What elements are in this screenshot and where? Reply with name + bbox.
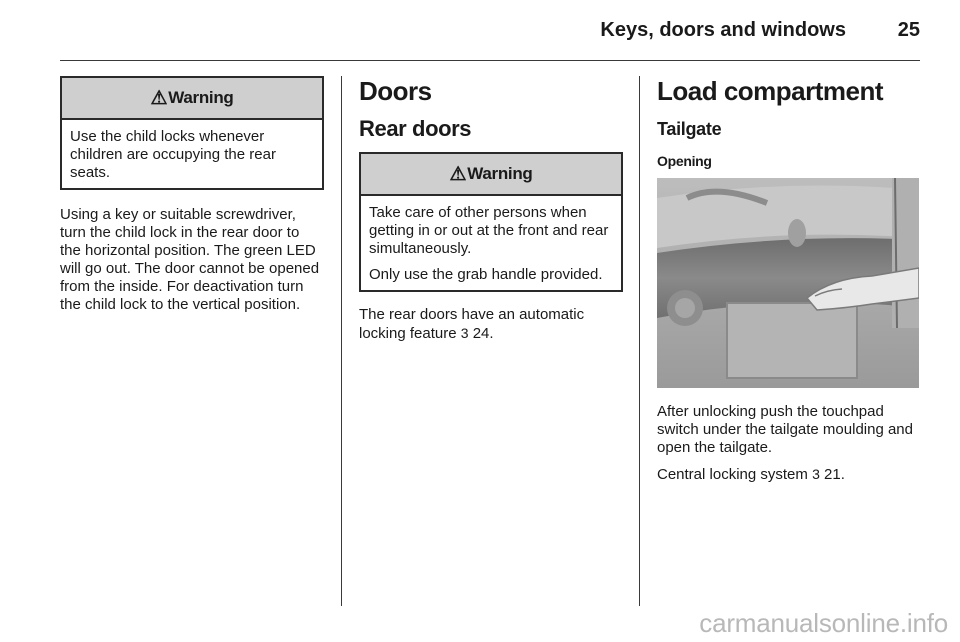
warning-triangle-icon: ⚠ <box>449 163 467 185</box>
page-reference[interactable]: 24. <box>468 325 494 342</box>
warning-text: Take care of other persons when getting in or out at the front and rear simultaneously. <box>369 204 609 257</box>
warning-text: Only use the grab handle provided. <box>369 266 603 283</box>
column-3-text <box>657 403 921 484</box>
warning-heading: Warning <box>467 164 533 183</box>
column-3 <box>657 76 921 170</box>
subsection-title-tailgate: Tailgate <box>657 119 722 139</box>
warning-text: Use the child locks whenever children are occupying the rear seats. <box>70 128 276 181</box>
subsubsection-title-opening: Opening <box>657 153 712 169</box>
warning-header <box>361 154 621 196</box>
warning-box <box>60 76 324 190</box>
column-1 <box>60 76 324 314</box>
header-divider <box>60 60 920 61</box>
page-reference[interactable]: 21. <box>819 466 845 483</box>
warning-triangle-icon: ⚠ <box>150 87 168 109</box>
warning-body <box>361 196 621 290</box>
paragraph-text: The rear doors have an automatic locking feature <box>359 306 585 342</box>
warning-body <box>62 120 322 188</box>
rear-doors-paragraph <box>359 306 623 343</box>
page-reference-arrow-icon[interactable]: 3 <box>812 466 820 482</box>
column-divider <box>639 76 640 606</box>
section-title-doors: Doors <box>359 76 432 106</box>
warning-box <box>359 152 623 292</box>
page-number: 25 <box>897 19 920 41</box>
central-locking-paragraph <box>657 465 921 484</box>
warning-header <box>62 78 322 120</box>
tailgate-photo <box>657 178 919 388</box>
subsection-title-rear-doors: Rear doors <box>359 116 472 141</box>
column-divider <box>341 76 342 606</box>
child-lock-paragraph: Using a key or suitable screwdriver, turn the child lock in the rear door to the horizontal position. The green LED will go out. The door cannot be opened from the inside. For deactivation turn the child lock to the vertical position. <box>60 206 320 313</box>
page-reference-arrow-icon[interactable]: 3 <box>460 325 469 341</box>
page-header-title: Keys, doors and windows <box>600 19 846 41</box>
tailgate-paragraph: After unlocking push the touchpad switch under the tailgate moulding and open the tailgate. <box>657 403 913 456</box>
section-title-load-compartment: Load compartment <box>657 76 884 106</box>
watermark: carmanualsonline.info <box>699 608 948 638</box>
paragraph-text: Central locking system <box>657 466 808 483</box>
warning-heading: Warning <box>168 88 234 107</box>
column-2 <box>359 76 623 343</box>
